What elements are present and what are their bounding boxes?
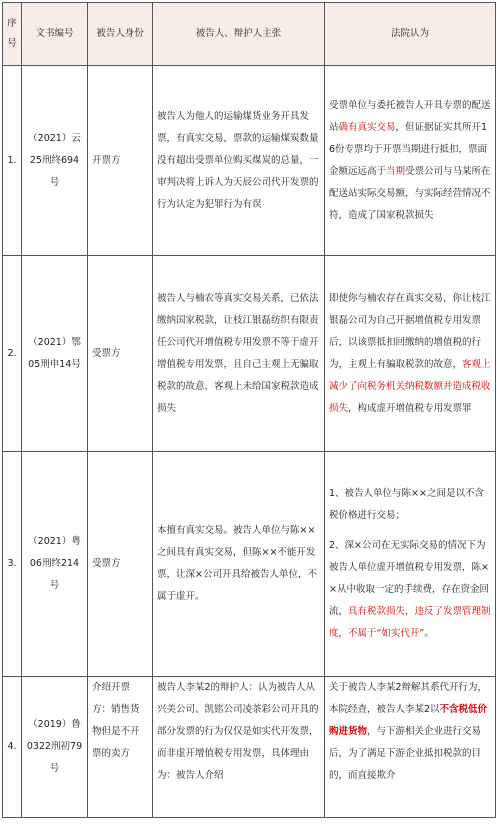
case-comparison-table [2, 2, 496, 818]
cell-identity: 介绍开票方：销售货物但是不开票的卖方 [88, 677, 153, 818]
cell-defense: 被告人李某2的辩护人：认为被告人从兴美公司、凯铭公司凌茶彩公司开具的部分发票的行为仅仅是如实代开发票，而非虚开增值税专用发票，具体理由为：被告人介绍 [153, 677, 325, 818]
table-row [3, 677, 496, 818]
court-highlight: 具有税款损失，违反了发票管理制度，不属于“如实代开” [329, 606, 491, 639]
cell-seq: 3. [3, 452, 22, 677]
cell-seq: 2. [3, 256, 22, 452]
table-row [3, 452, 496, 677]
court-point-1: 1、被告人单位与陈××之间是以不含税价格进行交易； [329, 488, 484, 521]
court-text: 受票公司与马某所在配送站实际交易额，与实际经营情况不符，造成了国家税款损失 [329, 165, 491, 221]
cell-identity: 开票方 [88, 66, 153, 256]
cell-doc-no: （2019）鲁0322刑初79号 [22, 677, 88, 818]
court-text: 关于被告人李某2辩解其系代开行为，本院经查，被告人李某2以 [329, 682, 488, 715]
cell-defense: 被告人与楠农等真实交易关系，已依法缴纳国家税款，让枝江银磊纺织有限责任公司代开增值税专用发票不等于虚开增值税专用发票，且自己主观上无骗取税款的故意，客观上未给国家税款造成损失 [153, 256, 325, 452]
court-highlight: 当期 [386, 165, 406, 177]
cell-identity: 受票方 [88, 452, 153, 677]
table-row [3, 256, 496, 452]
cell-court [325, 66, 496, 256]
cell-doc-no: （2021）粤06刑终214号 [22, 452, 88, 677]
cell-defense: 被告人为他人的运输煤货业务开具发票，有真实交易，票款的运输煤炭数量没有超出受票单位购买煤炭的总量，一审判决将上诉人为天辰公司代开发票的行为认定为犯罪行为有误 [153, 66, 325, 256]
court-text: ，与下游相关企业进行交易后，为了满足下游企业抵扣税款的目的，而直接欺介 [329, 726, 482, 781]
table-header-row [3, 3, 496, 66]
cell-defense: 本擅有真实交易。被告人单位与陈××之间具有真实交易，但陈××不能开发票，让深×公司开具给被告人单位，不属于虚开。 [153, 452, 325, 677]
court-text: ，构成虚开增值税专用发票罪 [348, 402, 472, 414]
cell-doc-no: （2021）鄂05刑申14号 [22, 256, 88, 452]
court-highlight: 确有真实交易 [338, 121, 396, 133]
header-doc-no: 文书编号 [22, 3, 88, 66]
cell-seq: 1. [3, 66, 22, 256]
cell-doc-no: （2021）云25刑终694号 [22, 66, 88, 256]
header-seq: 序号 [3, 3, 22, 66]
cell-seq: 4. [3, 677, 22, 818]
cell-identity: 受票方 [88, 256, 153, 452]
cell-court [325, 452, 496, 677]
header-identity: 被告人身份 [88, 3, 153, 66]
court-text: ，但证据证实其所开16份专票均于开票当期进行抵扣，票面金额远远高于 [329, 121, 488, 177]
cell-court [325, 256, 496, 452]
court-text: 即使你与楠农存在真实交易，你让枝江银磊公司为自己开据增值税专用发票后，以该票抵扣回缴纳的增值税的行为，主观上有骗取税款的故意， [329, 292, 491, 370]
court-highlight: 不含税低价购进货物 [329, 704, 488, 737]
header-court: 法院认为 [325, 3, 496, 66]
cell-court [325, 677, 496, 818]
court-text: 受票单位与委托被告人开具专票的配送站 [329, 99, 491, 133]
court-point-2: 2、深×公司在无实际交易的情况下为被告人单位虚开增值税专用发票，陈××从中收取一定的手续费，存在资金回流， [329, 540, 489, 617]
court-highlight: 客观上减少了向税务机关纳税数额并造成税收损失 [329, 358, 491, 414]
header-defense: 被告人、辩护人主张 [153, 3, 325, 66]
table-row [3, 66, 496, 256]
court-text: 。 [424, 628, 434, 639]
